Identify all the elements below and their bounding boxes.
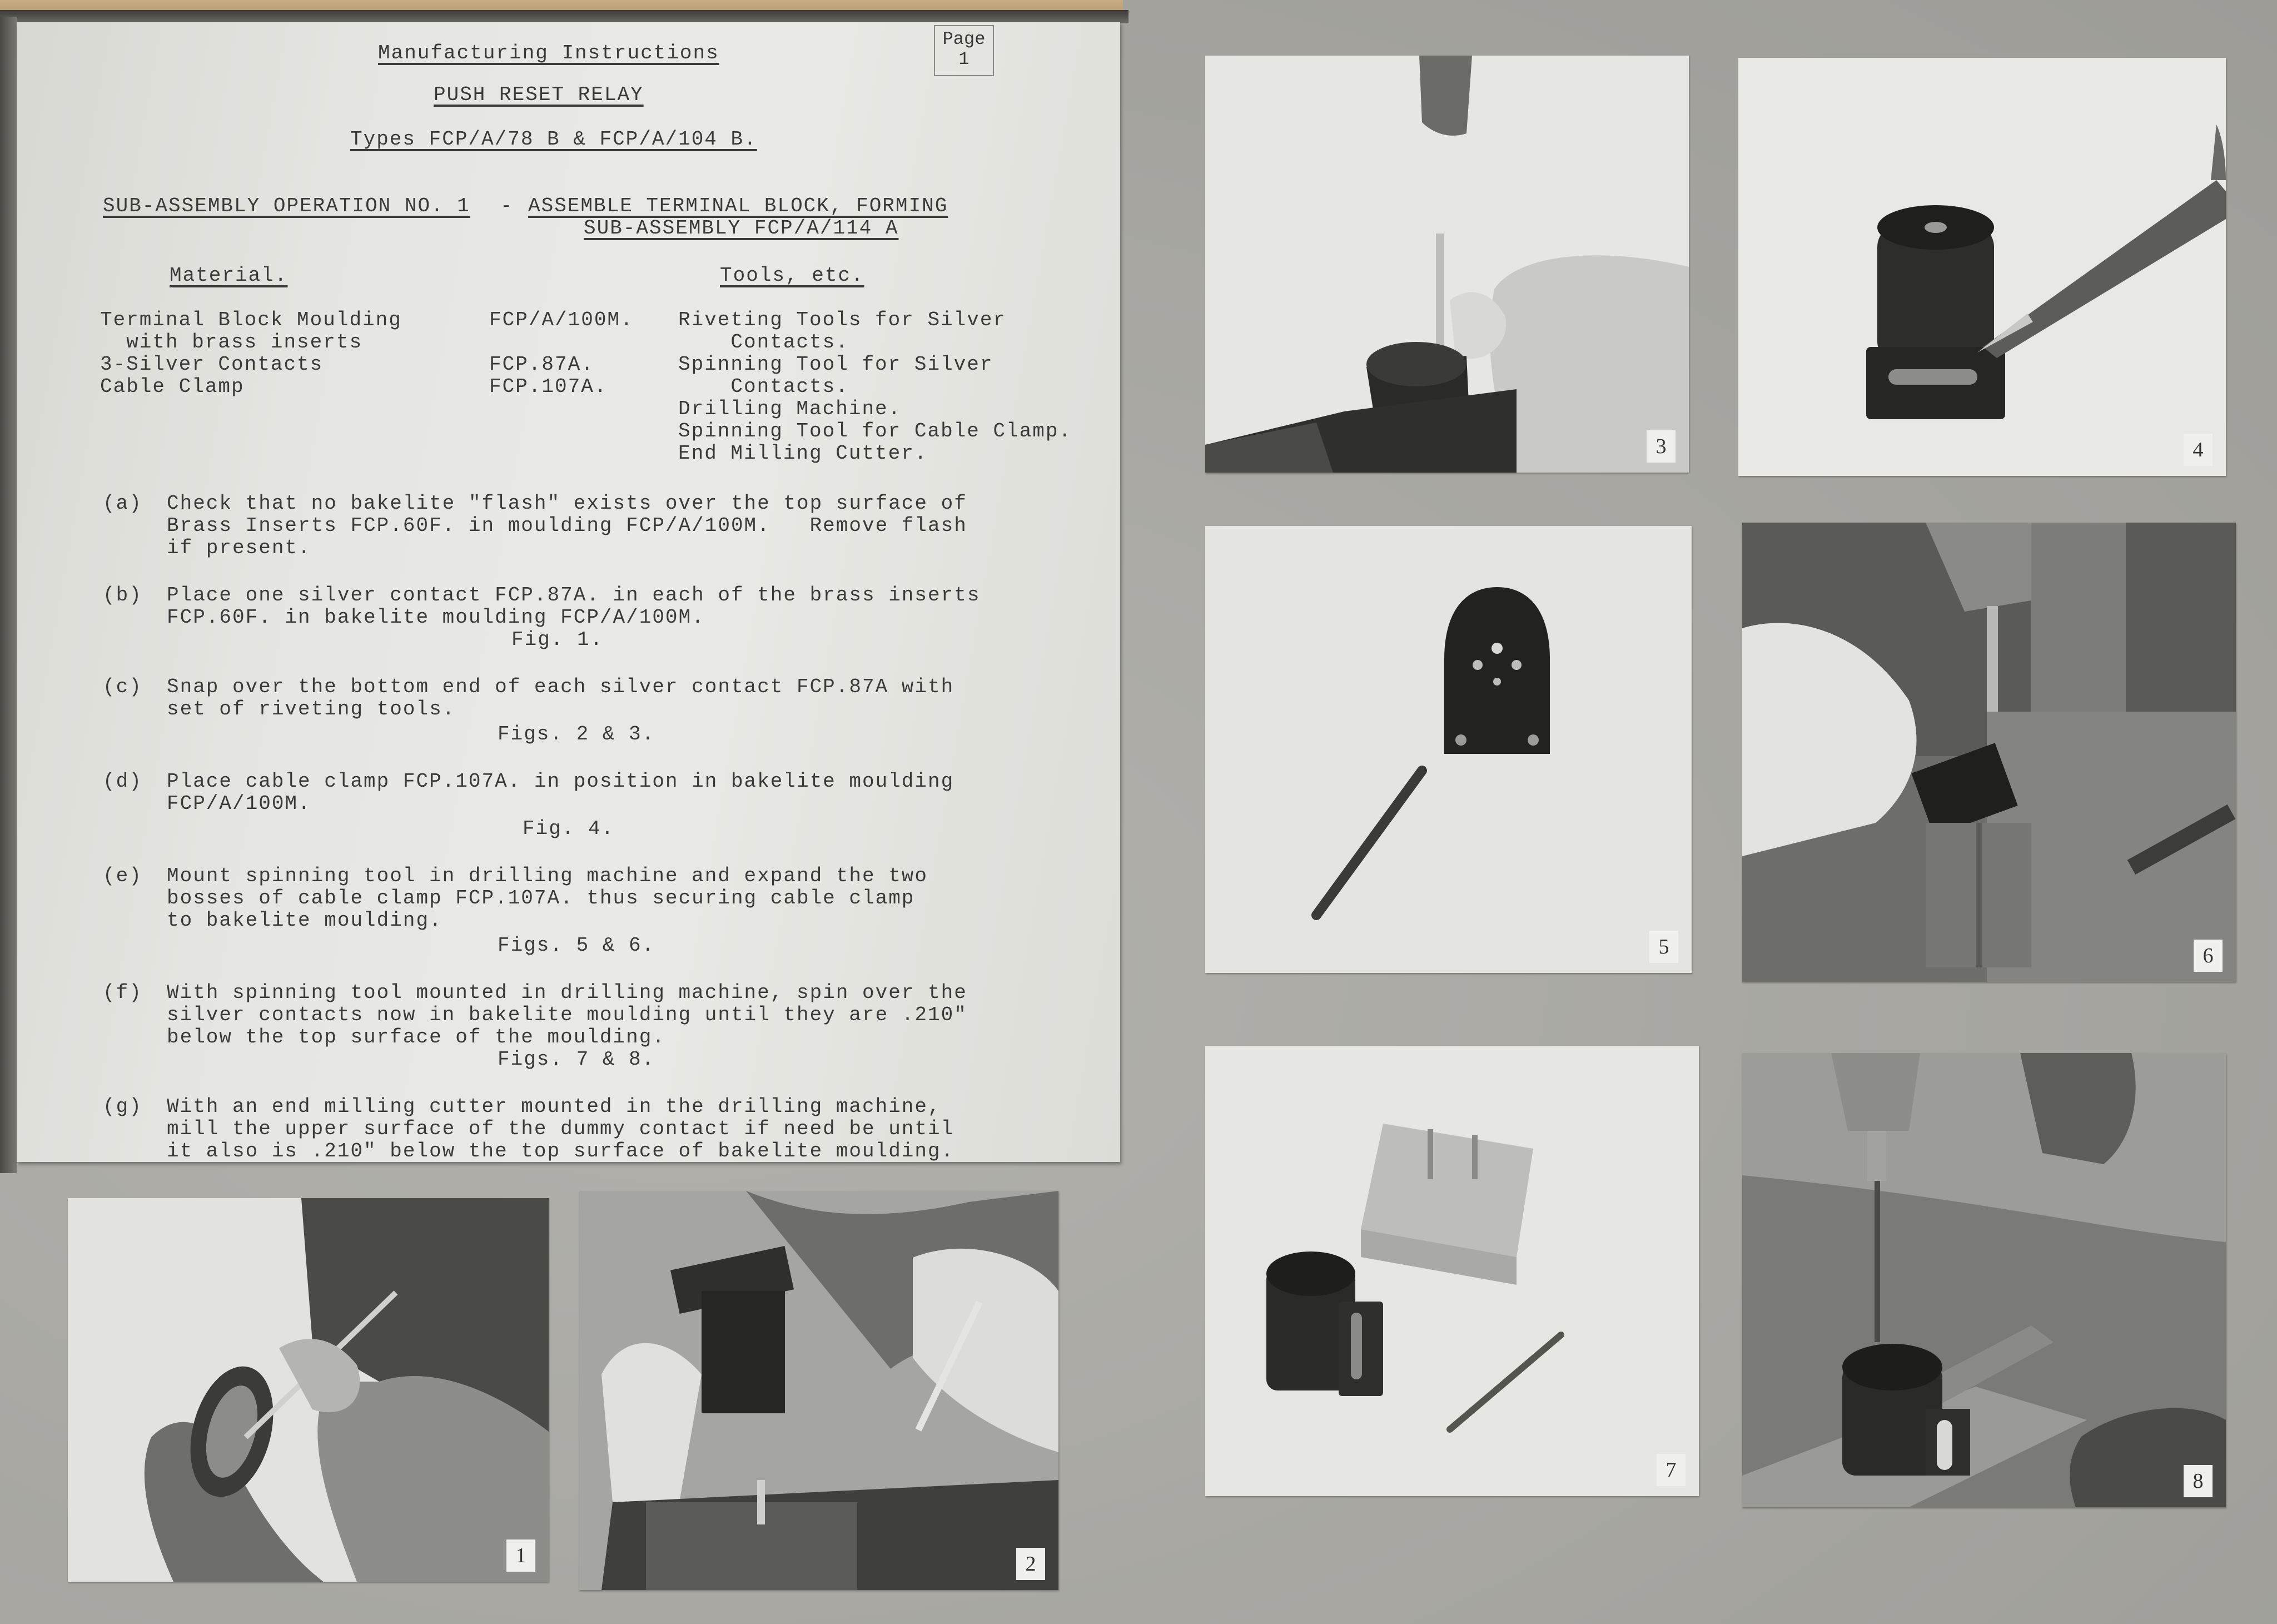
page-number: 1 [958, 49, 970, 69]
step-text: Mount spinning tool in drilling machine and expand the two [167, 865, 928, 887]
figure-number: 2 [1016, 1548, 1045, 1580]
step-label: (f) [103, 981, 142, 1004]
step-text: Place one silver contact FCP.87A. in each of the brass inserts [167, 584, 981, 607]
photo-figure-8 [1742, 1053, 2226, 1507]
step-label: (a) [103, 492, 142, 515]
hands-tweezers-illustration [68, 1198, 549, 1582]
instruction-sheet [17, 22, 1120, 1162]
photo-figure-6 [1742, 523, 2236, 982]
hammer-riveting-illustration [1205, 56, 1689, 473]
material-name: with brass inserts [100, 331, 363, 354]
figure-number: 5 [1649, 931, 1678, 963]
photo-figure-1 [68, 1198, 549, 1582]
step-text: With spinning tool mounted in drilling machine, spin over the [167, 981, 967, 1004]
terminal-block-probe-illustration [1738, 58, 2226, 476]
step-text: silver contacts now in bakelite moulding until they are .210" [167, 1004, 967, 1026]
step-text: Place cable clamp FCP.107A. in position in bakelite moulding [167, 770, 954, 793]
step-text: Brass Inserts FCP.60F. in moulding FCP/A/100M. Remove flash [167, 514, 967, 537]
photo-figure-4 [1738, 58, 2226, 476]
step-text: if present. [167, 537, 311, 559]
step-text: set of riveting tools. [167, 698, 456, 721]
figure-reference: Figs. 5 & 6. [498, 934, 655, 957]
figure-reference: Figs. 7 & 8. [498, 1048, 655, 1071]
material-heading: Material. [170, 264, 288, 287]
figure-number: 3 [1647, 430, 1676, 463]
moulding-fixture-block-illustration [1205, 1046, 1699, 1496]
material-name: Cable Clamp [100, 375, 245, 398]
figure-number: 1 [506, 1539, 535, 1572]
tool-line: Spinning Tool for Cable Clamp. [678, 420, 1072, 443]
figure-number: 8 [2184, 1465, 2213, 1497]
end-milling-cutter-illustration [1742, 1053, 2226, 1507]
operation-dash: - [500, 195, 514, 217]
step-label: (e) [103, 865, 142, 887]
step-text: to bakelite moulding. [167, 909, 443, 932]
product-title: PUSH RESET RELAY [434, 83, 644, 106]
step-label: (c) [103, 676, 142, 698]
step-label: (g) [103, 1095, 142, 1118]
terminal-block-spinning-tool-illustration [1205, 526, 1692, 973]
material-name: 3-Silver Contacts [100, 353, 324, 376]
material-name: Terminal Block Moulding [100, 309, 402, 331]
step-label: (d) [103, 770, 142, 793]
step-text: it also is .210" below the top surface of bakelite moulding. [167, 1140, 954, 1163]
product-types: Types FCP/A/78 B & FCP/A/104 B. [350, 128, 757, 151]
figure-reference: Fig. 4. [523, 817, 615, 840]
figure-number: 6 [2194, 940, 2223, 972]
tool-line: Spinning Tool for Silver [678, 353, 993, 376]
operation-subtitle: ASSEMBLE TERMINAL BLOCK, FORMING [528, 195, 948, 217]
folder-shadow [0, 10, 1128, 23]
hand-moulding-vice-illustration [579, 1191, 1058, 1590]
step-text: FCP.60F. in bakelite moulding FCP/A/100M. [167, 606, 705, 629]
tools-heading: Tools, etc. [720, 264, 864, 287]
sheet-shadow [0, 17, 17, 1173]
step-text: Snap over the bottom end of each silver contact FCP.87A with [167, 676, 954, 698]
tool-line: Contacts. [678, 331, 849, 354]
step-text: Check that no bakelite "flash" exists over the top surface of [167, 492, 967, 515]
material-part: FCP.107A. [489, 375, 608, 398]
step-text: FCP/A/100M. [167, 792, 311, 815]
operation-title: SUB-ASSEMBLY OPERATION NO. 1 [103, 195, 470, 217]
figure-reference: Figs. 2 & 3. [498, 723, 655, 746]
tool-line: Contacts. [678, 375, 849, 398]
step-text: mill the upper surface of the dummy contact if need be until [167, 1118, 954, 1140]
photo-figure-3 [1205, 56, 1689, 473]
figure-reference: Fig. 1. [511, 628, 604, 651]
step-text: bosses of cable clamp FCP.107A. thus securing cable clamp [167, 887, 915, 910]
document-header: Manufacturing Instructions [378, 42, 719, 64]
drilling-machine-hand-illustration [1742, 523, 2236, 982]
tool-line: End Milling Cutter. [678, 442, 928, 465]
material-part: FCP.87A. [489, 353, 594, 376]
operation-subassembly: SUB-ASSEMBLY FCP/A/114 A [584, 217, 899, 240]
page-label: Page [942, 29, 986, 49]
material-part: FCP/A/100M. [489, 309, 634, 331]
photo-figure-7 [1205, 1046, 1699, 1496]
page-number-box [934, 25, 994, 76]
step-text: below the top surface of the moulding. [167, 1026, 665, 1049]
step-label: (b) [103, 584, 142, 607]
photo-figure-5 [1205, 526, 1692, 973]
photo-figure-2 [579, 1191, 1058, 1590]
tool-line: Drilling Machine. [678, 398, 902, 420]
figure-number: 7 [1657, 1454, 1686, 1486]
tool-line: Riveting Tools for Silver [678, 309, 1007, 331]
step-text: With an end milling cutter mounted in the drilling machine, [167, 1095, 941, 1118]
figure-number: 4 [2184, 434, 2213, 466]
